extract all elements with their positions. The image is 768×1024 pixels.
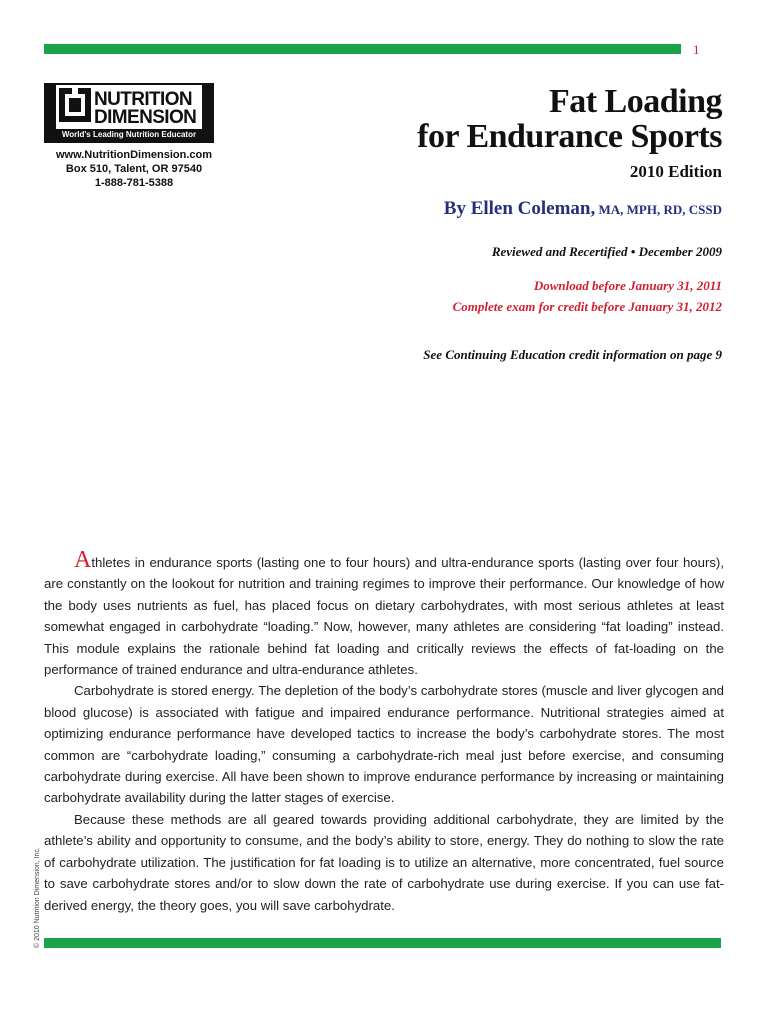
top-green-rule: [44, 44, 681, 54]
exam-deadline: Complete exam for credit before January 31, 2012: [452, 299, 722, 314]
page-number: 1: [693, 42, 700, 57]
edition-label: 2010 Edition: [629, 162, 722, 181]
logo-word-top: NUTRITION: [94, 89, 193, 110]
nutrition-dimension-logo: [44, 83, 214, 190]
author-credentials: MA, MPH, RD, CSSD: [595, 202, 722, 217]
bottom-green-rule: [44, 938, 721, 948]
author-name: By Ellen Coleman,: [443, 198, 596, 219]
mailing-address: Box 510, Talent, OR 97540: [65, 163, 203, 175]
paragraph-2: Carbohydrate is stored energy. The depletion of the body’s carbohydrate stores (muscle and liver glycogen and blood glucose) is associated with fatigue and impaired endurance performance. Nutritional strategies aimed at optimizing endurance performance have developed tactics to increase the body’s carbohydrate stores. The most common are “carbohydrate loading,” consuming a carbohydrate-rich meal just before exercise, and consuming carbohydrate during exercise. All have been shown to improve endurance performance by increasing or maintaining carbohydrate availability during the latter stages of exercise.: [44, 683, 724, 806]
ce-credit-note: See Continuing Education credit information on page 9: [423, 347, 722, 362]
logo-badge: [44, 83, 214, 143]
article-body: [44, 547, 724, 916]
phone-number: 1-888-781-5388: [94, 177, 174, 189]
paragraph-3: Because these methods are all geared towards providing additional carbohydrate, they are limited by the athlete’s ability and opportunity to consume, and the body’s ability to store, energy. They do nothing to slow the rate of carbohydrate utilization. The justification for fat loading is to utilize an alternative, more concentrated, fuel source to save carbohydrate stores and/or to slow down the rate of carbohydrate use during exercise. If you can use fat-derived energy, the theory goes, you will save carbohydrate.: [44, 811, 724, 913]
website-link[interactable]: www.NutritionDimension.com: [55, 149, 213, 161]
review-date: Reviewed and Recertified • December 2009: [491, 244, 722, 259]
title-line-1: Fat Loading: [548, 83, 722, 120]
logo-tagline: World's Leading Nutrition Educator: [46, 129, 212, 141]
title-line-2: for Endurance Sports: [417, 118, 722, 155]
paragraph-1: Athletes in endurance sports (lasting one to four hours) and ultra-endurance sports (lasting over four hours), are constantly on the lookout for nutrition and training regimes to improve their performance. Our knowledge of how the body uses nutrients as fuel, has placed focus on dietary carbohydrates, with most serious athletes at least somewhat engaged in carbohydrate “loading.” Now, however, many athletes are considering “fat loading” instead. This module explains the rationale behind fat loading and critically reviews the effects of fat-loading on the performance of trained endurance and ultra-endurance athletes.: [44, 547, 724, 678]
title-block: [417, 84, 722, 363]
copyright-notice: © 2010 Nutrition Dimension, Inc.: [34, 847, 41, 948]
drop-cap: A: [74, 547, 92, 573]
contact-block: [44, 148, 224, 190]
author-byline: [417, 198, 722, 220]
logo-word-bottom: DIMENSION: [94, 107, 197, 128]
logo-mark-icon: [58, 87, 92, 123]
download-deadline: Download before January 31, 2011: [533, 278, 722, 293]
